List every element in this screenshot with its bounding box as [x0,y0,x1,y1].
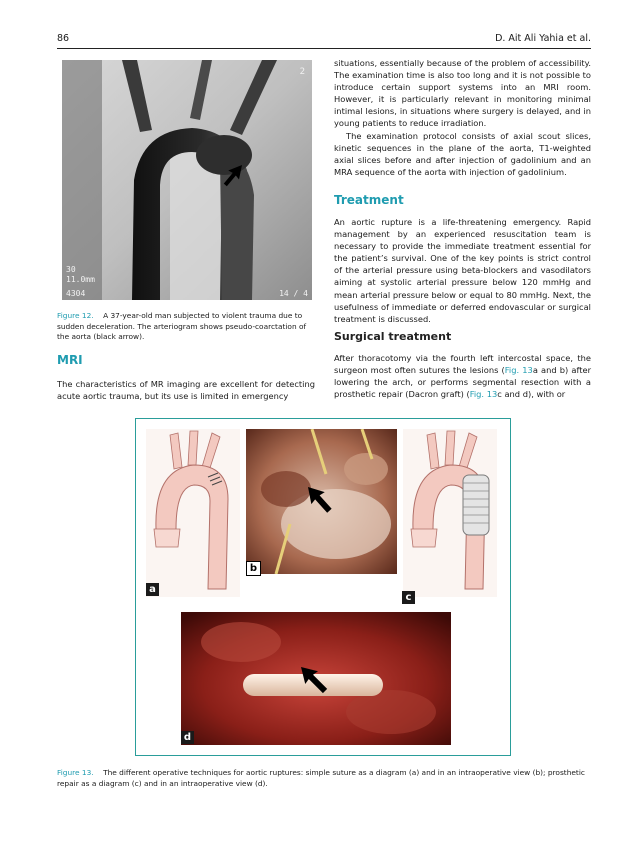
overlay-id: 4304 [66,289,86,298]
surgical-heading: Surgical treatment [334,330,452,343]
surgical-text-2: a and b) after lowering the arch, or performs segmental resection with a prosthetic repair (Dacron graft) ( [334,365,592,400]
fig-13-ref-2[interactable]: Fig. 13 [469,389,498,400]
figure-12-caption-text: A 37-year-old man subjected to violent trauma due to sudden deceleration. The arteriogram shows pseudo-coarctation of the aorta (black arrow). [57,311,307,341]
figure-12-label: Figure 12. [57,311,94,320]
figure-13b-photo [246,429,397,574]
treatment-heading: Treatment [334,193,404,207]
running-authors: D. Ait Ali Yahia et al. [495,33,591,44]
figure-12-caption [57,311,315,343]
surgical-paragraph [334,352,591,400]
mri-heading: MRI [57,353,83,367]
right-column [334,57,591,178]
panel-label-c: c [402,591,415,604]
mri-paragraph [57,378,315,402]
figure-12-arteriogram [62,60,312,300]
figure-13a-diagram [146,429,240,597]
figure-13-caption [57,768,591,789]
paragraph-protocol: The examination protocol consists of axial scout slices, kinetic sequences in the plane of the aorta, T1-weighted axial slices before and after injection of gadolinium and an MRA sequence of the aorta with injection of gadolinium. [334,130,591,177]
figure-13-caption-text: The different operative techniques for aortic ruptures: simple suture as a diagram (a) and in an intraoperative view (b); prosthetic repair as a diagram (c) and in an intraoperative view (d). [57,768,585,788]
panel-label-b: b [246,561,261,576]
figure-13c-diagram [403,429,497,597]
header-rule [57,48,591,49]
fig-13-ref-1[interactable]: Fig. 13 [504,365,533,376]
surgical-text-1: After thoracotomy via the fourth left intercostal space, the surgeon most often sutures the lesions ( [334,353,591,376]
figure-13d-photo [181,612,451,745]
treatment-paragraph [334,216,591,325]
overlay-top-right: 2 [299,67,305,77]
paragraph-mri-cont: situations, essentially because of the problem of accessibility. The examination time is also too long and it is not possible to introduce certain support systems into an MRI room. However, it is particularly relevant in monitoring minimal intimal lesions, in situations where surgery is delayed, and in young patients to reduce irradiation. [334,58,591,129]
figure-13-label: Figure 13. [57,768,94,777]
treatment-paragraph-text: An aortic rupture is a life-threatening emergency. Rapid management by an experienced resuscitation team is necessary to provide the immediate treatment essential for the patient’s survival. One of the key points is strict control of the arterial pressure using beta-blockers and vasodilators aiming at systolic arterial pressure below 120 mmHg and mean arterial pressure below or equal to 80 mmHg. Next, the usefulness of immediate or deferred endovascular or surgical treatment is discussed. [334,217,591,324]
panel-label-a: a [146,583,159,596]
panel-label-d: d [181,731,194,744]
mri-paragraph-text: The characteristics of MR imaging are excellent for detecting acute aortic trauma, but its use is limited in emergency [57,379,315,402]
overlay-series: 30 [66,265,76,274]
page-number: 86 [57,33,70,44]
overlay-frame: 14 / 4 [279,289,308,298]
surgical-text-3: c and d), with or [497,389,566,400]
overlay-slice: 11.0mm [66,275,95,284]
